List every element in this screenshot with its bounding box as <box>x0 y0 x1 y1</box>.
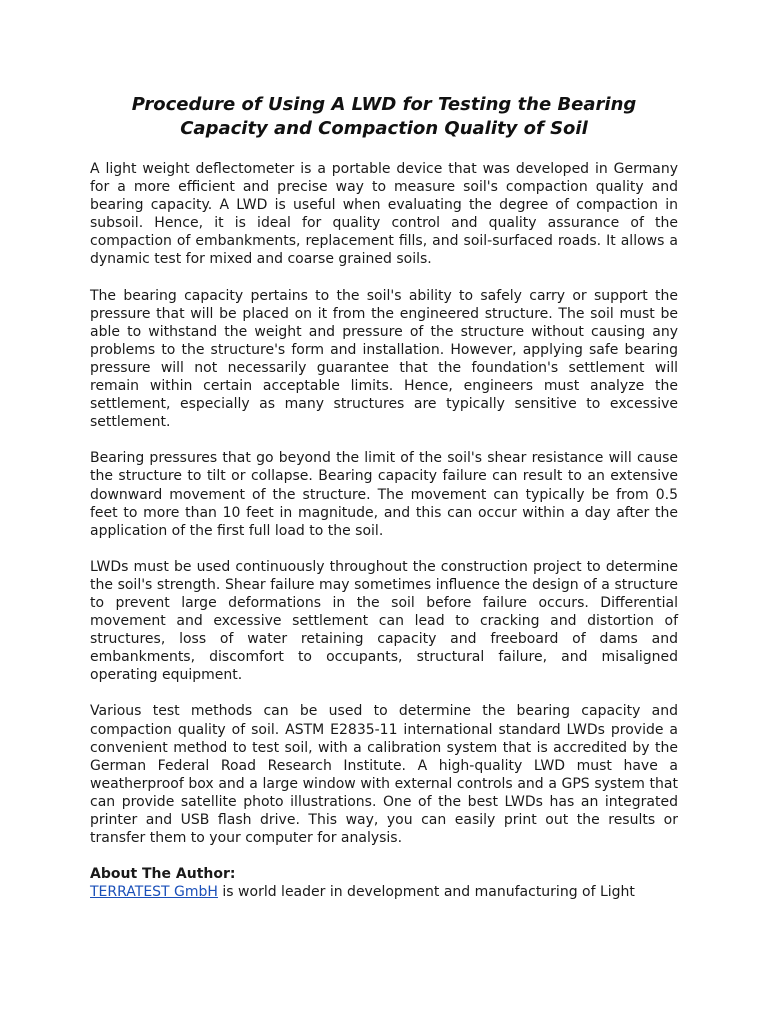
paragraph-bearing-capacity: The bearing capacity pertains to the soil's ability to safely carry or support the pressure that will be placed on it from the engineered structure. The soil must be able to withstand the weight and pressure of the structure without causing any problems to the structure's form and installation. However, applying safe bearing pressure will not necessarily guarantee that the foundation's settlement will remain within certain acceptable limits. Hence, engineers must analyze the settlement, especially as many structures are typically sensitive to excessive settlement. <box>90 287 678 431</box>
about-author-description: is world leader in development and manufacturing of Light <box>217 884 635 901</box>
about-author-heading: About The Author: <box>90 866 236 883</box>
paragraph-lwd-usage: LWDs must be used continuously throughout the construction project to determine the soil's strength. Shear failure may sometimes influence the design of a structure to prevent large deformations in the soil before failure occurs. Differential movement and excessive settlement can lead to cracking and distortion of structures, loss of water retaining capacity and freeboard of dams and embankments, discomfort to occupants, structural failure, and misaligned operating equipment. <box>90 558 678 684</box>
paragraph-test-methods: Various test methods can be used to determine the bearing capacity and compaction quality of soil. ASTM E2835-11 international standard LWDs provide a convenient method to test soil, with a calibration system that is accredited by the German Federal Road Research Institute. A high-quality LWD must have a weatherproof box and a large window with external controls and a GPS system that can provide satellite photo illustrations. One of the best LWDs has an integrated printer and USB flash drive. This way, you can easily print out the results or transfer them to your computer for analysis. <box>90 703 678 847</box>
about-author-text <box>90 883 678 901</box>
paragraph-bearing-pressures: Bearing pressures that go beyond the limit of the soil's shear resistance will cause the structure to tilt or collapse. Bearing capacity failure can result to an extensive downward movement of the structure. The movement can typically be from 0.5 feet to more than 10 feet in magnitude, and this can occur within a day after the application of the first full load to the soil. <box>90 450 678 539</box>
document-title: Procedure of Using A LWD for Testing the Bearing Capacity and Compaction Quality of Soil <box>131 94 637 139</box>
document-body <box>90 160 678 901</box>
terratest-link[interactable]: TERRATEST GmbH <box>90 884 218 901</box>
paragraph-intro: A light weight deflectometer is a portable device that was developed in Germany for a more efficient and precise way to measure soil's compaction quality and bearing capacity. A LWD is useful when evaluating the degree of compaction in subsoil. Hence, it is ideal for quality control and quality assurance of the compaction of embankments, replacement fills, and soil-surfaced roads. It allows a dynamic test for mixed and coarse grained soils. <box>90 161 678 268</box>
